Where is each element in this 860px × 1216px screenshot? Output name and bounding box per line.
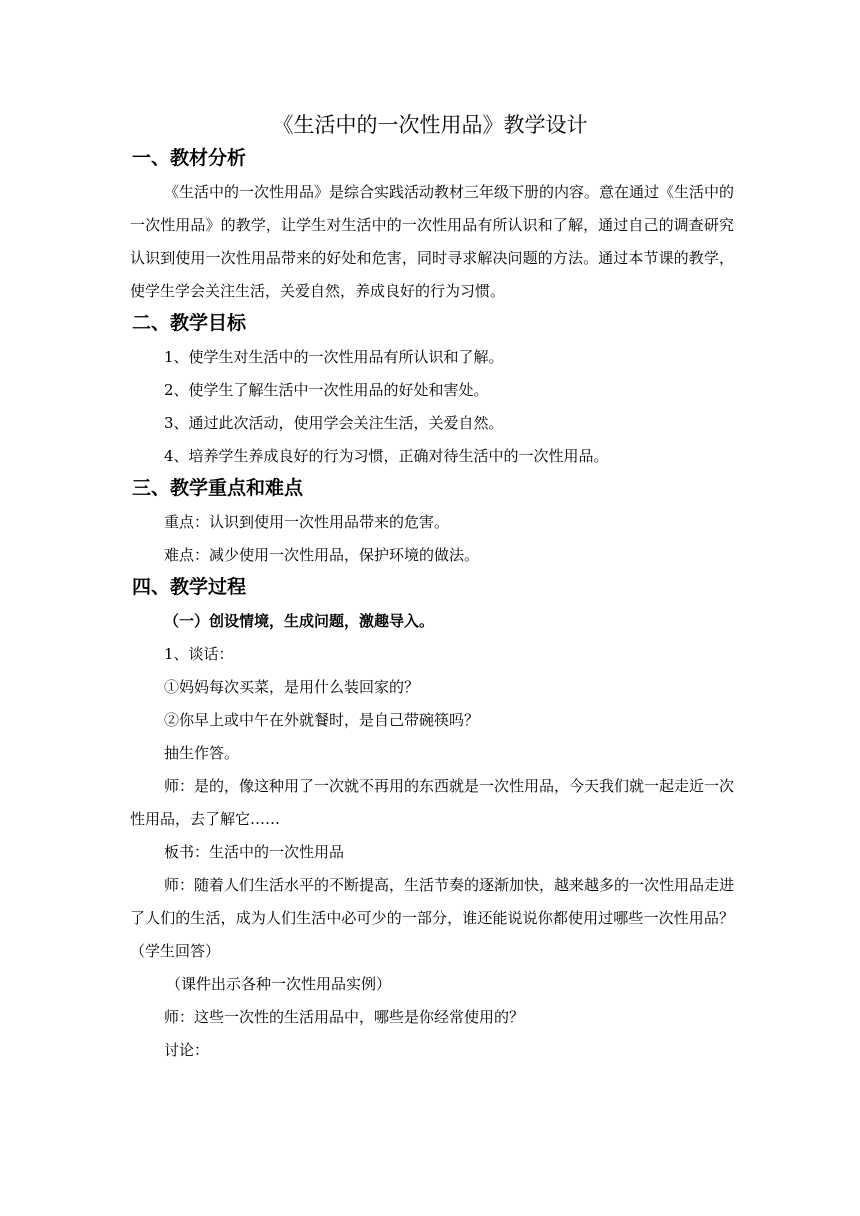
objective-item-3: 3、通过此次活动，使用学会关注生活，关爱自然。 <box>164 414 504 432</box>
blackboard-note: 板书：生活中的一次性用品 <box>164 843 345 861</box>
objective-item-4: 4、培养学生养成良好的行为习惯，正确对待生活中的一次性用品。 <box>164 447 609 465</box>
teacher-statement-1: 师：是的，像这种用了一次就不再用的东西就是一次性用品，今天我们就一起走近一次性用品，去了解它…… <box>130 777 735 828</box>
section-heading-teaching-process: 四、教学过程 <box>132 576 247 598</box>
subsection-heading-introduction: （一）创设情境，生成问题，激趣导入。 <box>164 612 435 630</box>
difficulty-text: 难点：减少使用一次性用品，保护环境的做法。 <box>164 546 480 564</box>
section-heading-key-points: 三、教学重点和难点 <box>132 477 304 499</box>
answer-instruction: 抽生作答。 <box>164 744 240 762</box>
teacher-statement-2: 师：随着人们生活水平的不断提高，生活节奏的逐渐加快，越来越多的一次性用品走进了人们的生活，成为人们生活中必可少的一部分，谁还能说说你都使用过哪些一次性用品？（学生回答） <box>130 876 735 960</box>
section-heading-teaching-objectives: 二、教学目标 <box>132 312 247 334</box>
discussion-label: 讨论： <box>164 1041 210 1059</box>
document-title: 《生活中的一次性用品》教学设计 <box>272 113 588 137</box>
textbook-analysis-paragraph: 《生活中的一次性用品》是综合实践活动教材三年级下册的内容。意在通过《生活中的一次性用品》的教学，让学生对生活中的一次性用品有所认识和了解，通过自己的调查研究认识到使用一次性用品带来的好处和危害，同时寻求解决问题的方法。通过本节课的教学，使学生学会关注生活，关爱自然，养成良好的行为习惯。 <box>130 183 735 300</box>
section-heading-textbook-analysis: 一、教材分析 <box>132 147 247 169</box>
question-1: ①妈妈每次买菜，是用什么装回家的？ <box>164 678 420 696</box>
courseware-note: （课件出示各种一次性用品实例） <box>166 975 392 993</box>
objective-item-1: 1、使学生对生活中的一次性用品有所认识和了解。 <box>164 348 504 366</box>
objective-item-2: 2、使学生了解生活中一次性用品的好处和害处。 <box>164 381 489 399</box>
document-body <box>130 143 734 1067</box>
talk-label: 1、谈话： <box>164 645 234 663</box>
key-point-text: 重点：认识到使用一次性用品带来的危害。 <box>164 513 450 531</box>
teacher-statement-3: 师：这些一次性的生活用品中，哪些是你经常使用的？ <box>164 1008 525 1026</box>
question-2: ②你早上或中午在外就餐时，是自己带碗筷吗？ <box>164 711 480 729</box>
